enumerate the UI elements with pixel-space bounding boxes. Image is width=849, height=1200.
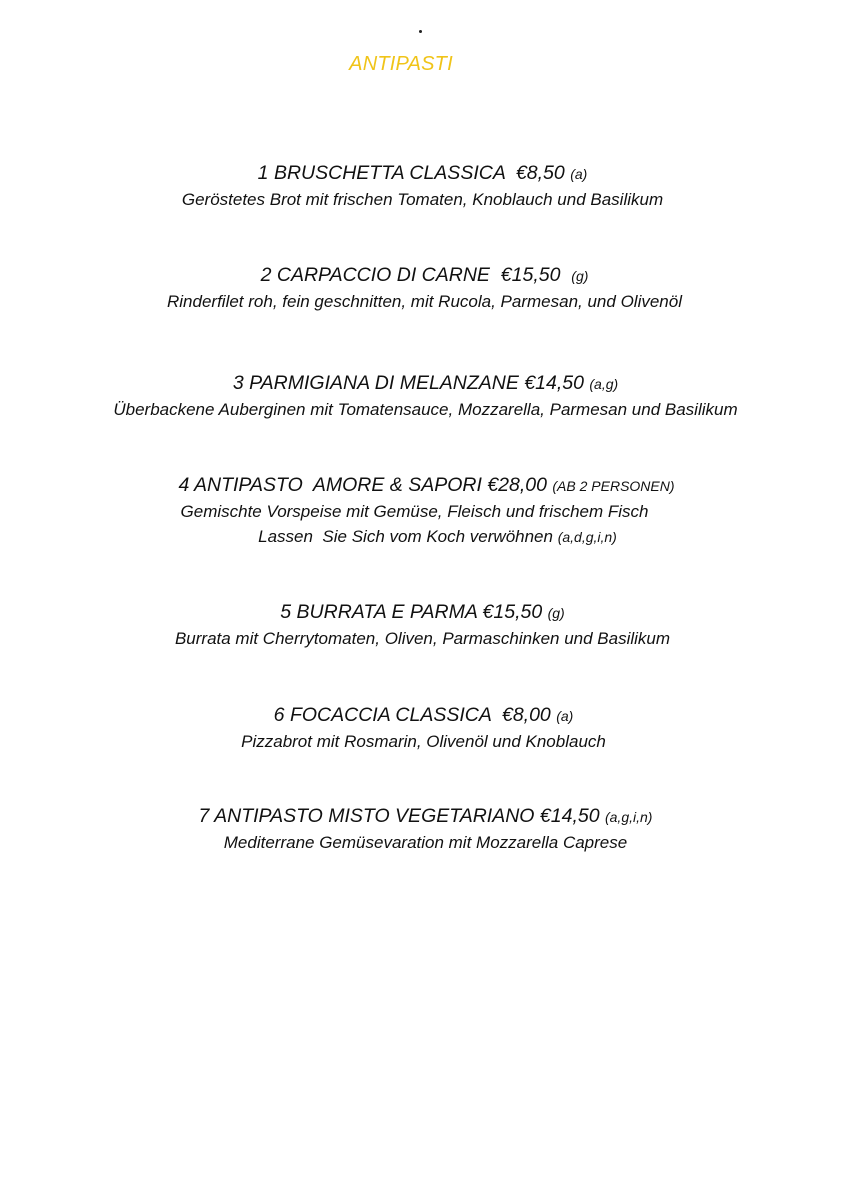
menu-item-heading	[0, 160, 847, 187]
menu-item-heading	[0, 702, 848, 729]
menu-item-price: €8,50	[515, 162, 565, 184]
menu-item-price: €15,50	[500, 264, 561, 286]
menu-item-allergens: (a)	[556, 708, 574, 724]
menu-item-price: €14,50	[524, 372, 584, 394]
menu-item-description: Überbackene Auberginen mit Tomatensauce, Mozzarella, Parmesan und Basilikum	[113, 400, 738, 419]
menu-item	[0, 262, 849, 314]
menu-item-name: CARPACCIO DI CARNE	[276, 264, 490, 286]
section-marker-dot	[419, 30, 422, 33]
menu-item-description: Pizzabrot mit Rosmarin, Olivenöl und Knoblauch	[241, 732, 606, 751]
menu-item-heading	[0, 262, 849, 289]
menu-item	[1, 803, 849, 855]
menu-item-number: 6	[273, 704, 285, 726]
menu-item-allergens: (a,g)	[589, 376, 619, 392]
menu-item	[0, 160, 847, 212]
menu-item-name: FOCACCIA CLASSICA	[289, 704, 492, 726]
menu-item-number: 4	[178, 474, 190, 496]
menu-item-number: 3	[232, 372, 244, 394]
menu-item	[0, 599, 847, 651]
menu-item-name: PARMIGIANA DI MELANZANE	[249, 372, 519, 394]
menu-item-price: €28,00	[487, 474, 547, 496]
menu-item-description-line-2	[24, 524, 849, 550]
menu-item-price: €14,50	[539, 805, 600, 827]
menu-item-description-allergens: (a,d,g,i,n)	[557, 529, 617, 545]
menu-item-heading	[0, 599, 847, 626]
menu-item-description: Rinderfilet roh, fein geschnitten, mit Rucola, Parmesan, und Olivenöl	[167, 292, 682, 311]
menu-item-description: Burrata mit Cherrytomaten, Oliven, Parmaschinken und Basilikum	[174, 629, 671, 648]
menu-item-name: ANTIPASTO MISTO VEGETARIANO	[214, 805, 535, 827]
menu-item-description-2: Lassen Sie Sich vom Koch verwöhnen	[258, 527, 553, 546]
menu-item-allergens: (a)	[570, 166, 588, 182]
menu-item-description: Geröstetes Brot mit frischen Tomaten, Knoblauch und Basilikum	[181, 190, 664, 209]
menu-item-price: €15,50	[482, 601, 543, 623]
menu-item-price: €8,00	[501, 704, 551, 726]
menu-item	[1, 370, 849, 422]
menu-item-name: BRUSCHETTA CLASSICA	[273, 162, 506, 184]
menu-item-number: 1	[257, 162, 269, 184]
menu-item-name: BURRATA E PARMA	[296, 601, 478, 623]
menu-item-number: 5	[280, 601, 292, 623]
menu-item-heading	[1, 370, 849, 397]
menu-item-description: Gemischte Vorspeise mit Gemüse, Fleisch und frischem Fisch	[180, 502, 649, 521]
menu-item-number: 2	[260, 264, 272, 286]
menu-item-heading	[1, 803, 849, 830]
menu-item-allergens: (g)	[547, 605, 565, 621]
menu-item-number: 7	[198, 805, 210, 827]
menu-item-description: Mediterrane Gemüsevaration mit Mozzarella Caprese	[223, 833, 628, 852]
menu-item-allergens: (AB 2 PERSONEN)	[552, 478, 675, 494]
menu-item-name: ANTIPASTO AMORE & SAPORI	[194, 474, 482, 496]
menu-item-allergens: (g)	[571, 268, 589, 284]
menu-item-heading	[2, 472, 849, 499]
menu-item	[0, 702, 848, 754]
menu-item	[2, 472, 849, 550]
menu-item-allergens: (a,g,i,n)	[604, 809, 653, 825]
section-title: ANTIPASTI	[349, 53, 453, 75]
